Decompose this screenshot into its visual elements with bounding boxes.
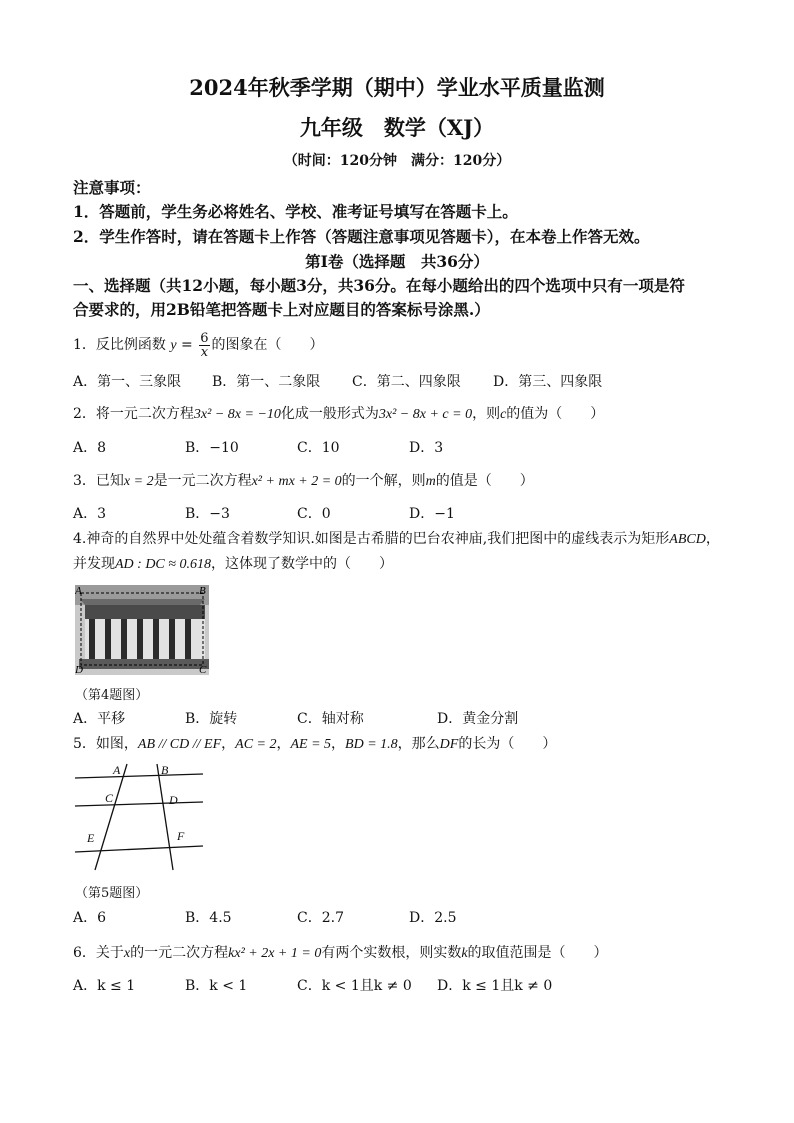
- q3-text-a: 3．已知: [73, 473, 124, 489]
- q2-var: c: [500, 407, 507, 422]
- q4-line1-b: ，: [705, 531, 720, 547]
- q2-eq2: 3x² − 8x + c = 0: [378, 407, 473, 422]
- temple-pediment: [80, 599, 205, 605]
- q6-eq1: kx² + 2x + 1 = 0: [228, 946, 322, 961]
- question-5: [73, 733, 556, 753]
- exam-time-info: （时间：120分钟 满分：120分）: [283, 153, 511, 169]
- q6-var1: x: [123, 946, 131, 961]
- q5-eq1: AB // CD // EF: [137, 737, 222, 752]
- q2-text-a: 2．将一元二次方程: [73, 406, 194, 422]
- q1-option-a: A．第一、三象限: [73, 374, 182, 390]
- fig5-label-d: D: [169, 793, 178, 807]
- q1-option-c: C．第二、四象限: [352, 374, 461, 390]
- q3-var: m: [425, 474, 436, 489]
- section-instructions-line1: 一、选择题（共12小题，每小题3分，共36分。在每小题给出的四个选项中只有一项是符: [73, 276, 685, 295]
- q1-frac-num: 6: [200, 330, 209, 346]
- q1-func-lhs: y: [170, 338, 177, 353]
- q5-eq4: BD = 1.8: [345, 737, 398, 752]
- q3-text-d: 的值是（ ）: [435, 473, 534, 489]
- notes-item-1: 1．答题前，学生务必将姓名、学校、准考证号填写在答题卡上。: [73, 202, 518, 221]
- question-2: [73, 403, 604, 423]
- q2-option-d: D．3: [409, 440, 444, 456]
- q3-text-c: 的一个解，则: [341, 473, 426, 489]
- q1-option-b: B．第一、二象限: [212, 374, 321, 390]
- q4-option-d: D．黄金分割: [437, 711, 519, 727]
- q5-option-c: C．2.7: [297, 910, 344, 926]
- q2-text-b: 化成一般形式为: [280, 406, 379, 422]
- q5-option-d: D．2.5: [409, 910, 457, 926]
- q5-sep2: ，: [276, 736, 291, 752]
- q5-var: DF: [439, 737, 459, 752]
- transversals: [95, 764, 173, 870]
- q3-text-b: 是一元二次方程: [153, 473, 252, 489]
- temple-stylobate: [79, 659, 209, 669]
- q2-text-c: ，则: [472, 406, 501, 422]
- q3-eq1: x = 2: [123, 474, 154, 489]
- q1-prefix: 1．反比例函数: [73, 337, 171, 353]
- q1-option-d: D．第三、四象限: [493, 374, 603, 390]
- q6-text-c: 有两个实数根，则实数: [321, 945, 462, 961]
- fig4-label-c: C: [199, 664, 207, 675]
- question-3: [73, 470, 534, 490]
- q4-option-b: B．旋转: [185, 711, 238, 727]
- fig5-label-e: E: [87, 831, 95, 845]
- q4-line1-var: ABCD: [669, 532, 706, 547]
- q4-option-a: A．平移: [73, 711, 126, 727]
- q1-eq: =: [176, 337, 198, 353]
- q6-option-b: B．k < 1: [185, 978, 248, 994]
- fig5-label-c: C: [105, 791, 114, 805]
- fig5-label-f: F: [177, 829, 185, 843]
- q5-text-c: 的长为（ ）: [458, 736, 557, 752]
- section-title: 第Ⅰ卷（选择题 共36分）: [305, 252, 489, 271]
- q6-text-b: 的一元二次方程: [130, 945, 229, 961]
- question-4-line2: [73, 553, 393, 573]
- q6-option-c: C．k < 1且k ≠ 0: [297, 978, 412, 994]
- q3-eq2: x² + mx + 2 = 0: [251, 474, 342, 489]
- q2-option-b: B．−10: [185, 440, 239, 456]
- q3-option-b: B．−3: [185, 506, 230, 522]
- q4-line2-eq: AD : DC ≈ 0.618: [115, 557, 211, 572]
- q5-sep1: ，: [221, 736, 236, 752]
- temple-entablature: [85, 605, 205, 619]
- q6-var2: k: [461, 946, 468, 961]
- q5-option-b: B．4.5: [185, 910, 232, 926]
- exam-title: 2024年秋季学期（期中）学业水平质量监测: [189, 75, 605, 100]
- q5-eq2: AC = 2: [235, 737, 277, 752]
- q4-line2-b: ，这体现了数学中的（ ）: [210, 556, 393, 572]
- section-instructions-line2: 合要求的，用2B铅笔把答题卡上对应题目的答案标号涂黑.）: [73, 300, 490, 319]
- q6-text-a: 6．关于: [73, 945, 124, 961]
- fig4-label-b: B: [199, 585, 206, 597]
- exam-subtitle: 九年级 数学（XJ）: [299, 115, 495, 140]
- q3-option-a: A．3: [73, 506, 107, 522]
- parallel-lines-figure: [73, 762, 205, 872]
- parthenon-figure: [75, 585, 209, 675]
- q2-option-c: C．10: [297, 440, 340, 456]
- q5-option-a: A．6: [73, 910, 107, 926]
- q6-option-d: D．k ≤ 1且k ≠ 0: [437, 978, 553, 994]
- q5-text-b: ，那么: [397, 736, 440, 752]
- q1-fraction: [199, 332, 209, 359]
- fig5-label-b: B: [161, 763, 169, 777]
- q4-line2-a: 并发现: [73, 556, 115, 572]
- q2-eq1: 3x² − 8x = −10: [193, 407, 281, 422]
- q3-option-c: C．0: [297, 506, 331, 522]
- q5-text-a: 5．如图，: [73, 736, 138, 752]
- q5-sep3: ，: [331, 736, 346, 752]
- q5-caption: （第5题图）: [75, 886, 149, 901]
- q1-suffix: 的图象在（ ）: [211, 337, 324, 353]
- question-6: [73, 942, 608, 962]
- fig4-label-a: A: [75, 585, 82, 597]
- q4-line1-a: 4.神奇的自然界中处处蕴含着数学知识.如图是古希腊的巴台农神庙,我们把图中的虚线表示为矩形: [73, 531, 670, 547]
- q6-text-d: 的取值范围是（ ）: [467, 945, 608, 961]
- notes-heading: 注意事项：: [73, 178, 151, 197]
- q2-option-a: A．8: [73, 440, 107, 456]
- q1-frac-den: x: [200, 344, 209, 360]
- q6-option-a: A．k ≤ 1: [73, 978, 136, 994]
- q5-eq3: AE = 5: [290, 737, 332, 752]
- q3-option-d: D．−1: [409, 506, 455, 522]
- question-1: [73, 330, 324, 361]
- q4-caption: （第4题图）: [75, 688, 149, 703]
- q4-option-c: C．轴对称: [297, 711, 364, 727]
- question-4-line1: [73, 528, 720, 548]
- fig5-label-a: A: [113, 763, 121, 777]
- q2-text-d: 的值为（ ）: [506, 406, 605, 422]
- notes-item-2: 2．学生作答时，请在答题卡上作答（答题注意事项见答题卡），在本卷上作答无效。: [73, 227, 650, 246]
- fig4-label-d: D: [75, 664, 83, 675]
